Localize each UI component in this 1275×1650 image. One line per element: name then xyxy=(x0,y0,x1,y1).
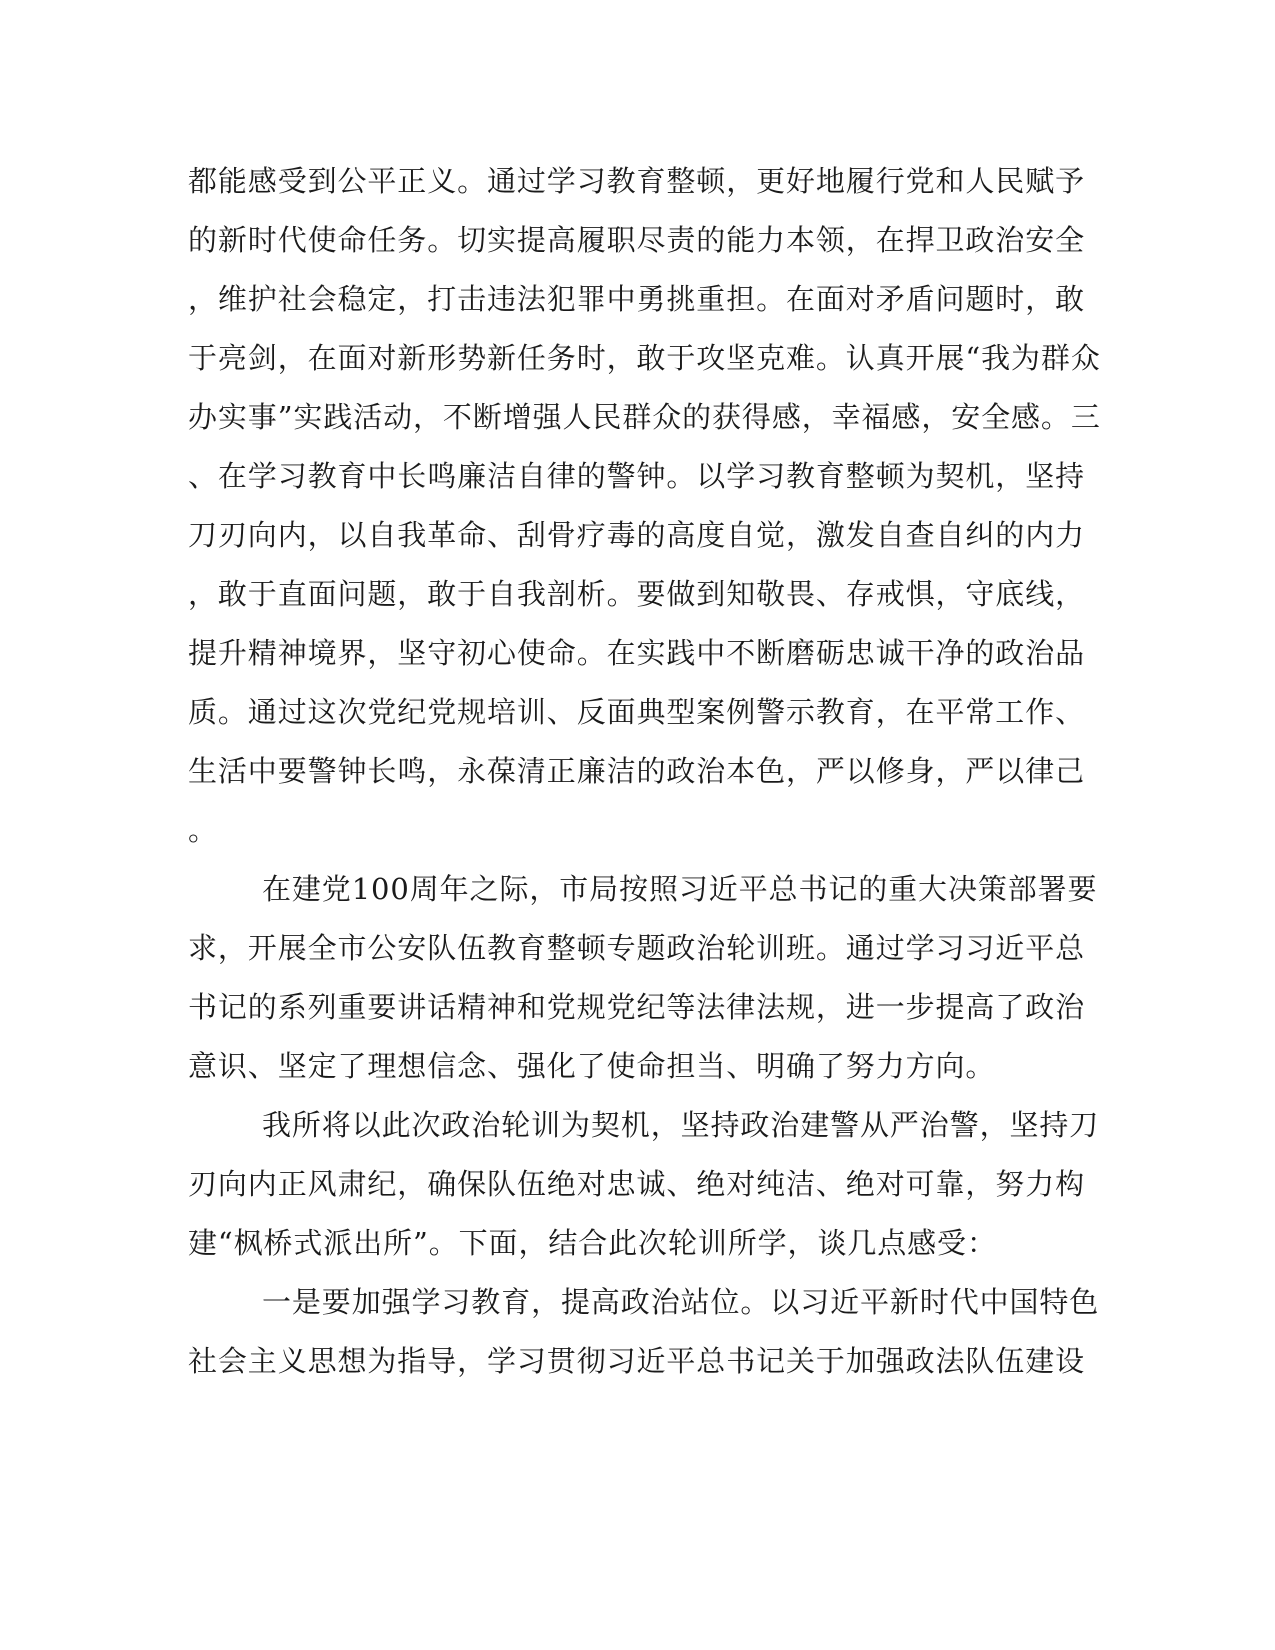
text-line: 书记的系列重要讲话精神和党规党纪等法律法规，进一步提高了政治 xyxy=(188,990,1086,1024)
text-line: 求，开展全市公安队伍教育整顿专题政治轮训班。通过学习习近平总 xyxy=(188,931,1086,965)
text-line: 质。通过这次党纪党规培训、反面典型案例警示教育，在平常工作、 xyxy=(188,695,1086,729)
text-line: 建“枫桥式派出所”。下面，结合此次轮训所学，谈几点感受： xyxy=(188,1226,997,1260)
text-line: 生活中要警钟长鸣，永葆清正廉洁的政治本色，严以修身，严以律己 xyxy=(188,754,1086,788)
paragraph-first-line: 在建党100周年之际，市局按照习近平总书记的重大决策部署要 xyxy=(262,872,1098,906)
text-line: 、在学习教育中长鸣廉洁自律的警钟。以学习教育整顿为契机，坚持 xyxy=(188,459,1086,493)
text-line: 提升精神境界，坚守初心使命。在实践中不断磨砺忠诚干净的政治品 xyxy=(188,636,1086,670)
text-line: 刃向内正风肃纪，确保队伍绝对忠诚、绝对纯洁、绝对可靠，努力构 xyxy=(188,1167,1086,1201)
text-line: 的新时代使命任务。切实提高履职尽责的能力本领，在捍卫政治安全 xyxy=(188,223,1086,257)
text-line: 刀刃向内，以自我革命、刮骨疗毒的高度自觉，激发自查自纠的内力 xyxy=(188,518,1086,552)
text-line: 社会主义思想为指导，学习贯彻习近平总书记关于加强政法队伍建设 xyxy=(188,1344,1086,1378)
text-line: 意识、坚定了理想信念、强化了使命担当、明确了努力方向。 xyxy=(188,1049,996,1083)
paragraph-first-line: 我所将以此次政治轮训为契机，坚持政治建警从严治警，坚持刀 xyxy=(262,1108,1100,1142)
text-line: 都能感受到公平正义。通过学习教育整顿，更好地履行党和人民赋予 xyxy=(188,164,1086,198)
text-line: 办实事”实践活动，不断增强人民群众的获得感，幸福感，安全感。三 xyxy=(188,400,1101,434)
text-line: 。 xyxy=(188,813,218,847)
text-line: ，维护社会稳定，打击违法犯罪中勇挑重担。在面对矛盾问题时，敢 xyxy=(188,282,1086,316)
text-line: ，敢于直面问题，敢于自我剖析。要做到知敬畏、存戒惧，守底线， xyxy=(188,577,1086,611)
text-line: 于亮剑，在面对新形势新任务时，敢于攻坚克难。认真开展“我为群众 xyxy=(188,341,1101,375)
paragraph-first-line: 一是要加强学习教育，提高政治站位。以习近平新时代中国特色 xyxy=(262,1285,1100,1319)
